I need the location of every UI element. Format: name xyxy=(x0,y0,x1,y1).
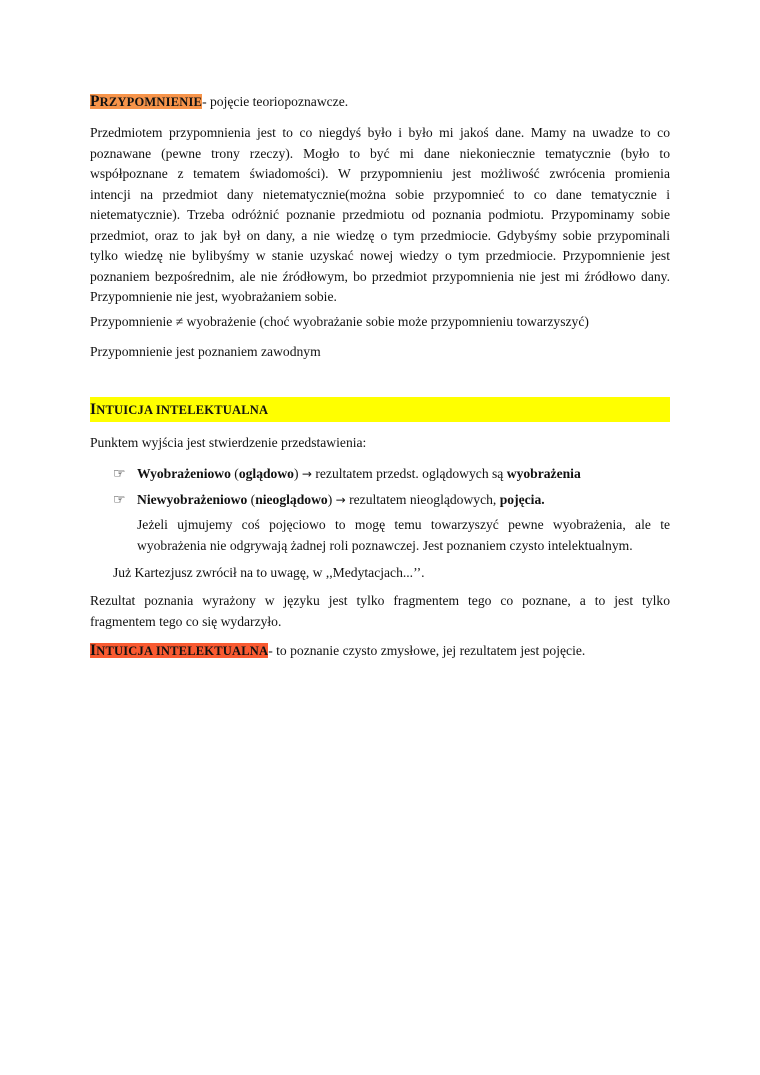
intuicja-intro: Punktem wyjścia jest stwierdzenie przedstawienia: xyxy=(90,435,367,450)
list-item-wyobrazeniowo: Wyobrażeniowo (oglądowo) → rezultatem przedst. oglądowych są wyobrażenia xyxy=(137,466,581,481)
paragraph-line: fragmentem tego co się wydarzyło. xyxy=(90,613,282,629)
intuicja-definition: INTUICJA INTELEKTUALNA- to poznanie czysto zmysłowe, jej rezultatem jest pojęcie. xyxy=(90,642,586,659)
niewyobrazeniowo-detail xyxy=(137,515,670,556)
section-przypomnienie-title: PRZYPOMNIENIE- pojęcie teoriopoznawcze. xyxy=(90,93,349,110)
detail-line: Jeżeli ujmujemy coś pojęciowo to mogę temu towarzyszyć pewne wyobrażenia, ale te xyxy=(137,517,670,532)
rezultat-paragraph xyxy=(90,591,670,632)
paragraph-line: Rezultat poznania wyrażony w języku jest tylko fragmentem tego co poznane, a to jest tylko xyxy=(90,593,670,608)
przypomnienie-heading: PRZYPOMNIENIE xyxy=(90,93,203,110)
intuicja-red-heading: INTUICJA INTELEKTUALNA xyxy=(90,642,269,659)
przypomnienie-note-1: Przypomnienie ≠ wyobrażenie (choć wyobrażanie sobie może przypomnieniu towarzyszyć) xyxy=(90,314,589,329)
przypomnienie-paragraph xyxy=(90,123,670,308)
paragraph-line: nietematycznie). Trzeba odróżnić poznanie przedmiotu od poznania podmiotu. Przypominamy sobie xyxy=(90,207,670,222)
przypomnienie-note-2: Przypomnienie jest poznaniem zawodnym xyxy=(90,344,321,359)
paragraph-line: intencji na przedmiot dany nietematycznie(można sobie przypomnieć to co dane tematycznie i xyxy=(90,186,670,202)
paragraph-line: przedmiot, oraz to jak był on dany, a nie wiedzę o tym przedmiocie. Gdybyśmy sobie przypominali xyxy=(90,227,670,243)
arrow-right-icon: → xyxy=(335,493,346,507)
detail-line: wyobrażenia nie odgrywają żadnej roli poznawczej. Jest poznaniem czysto intelektualnym. xyxy=(137,537,633,553)
intuicja-heading: INTUICJA INTELEKTUALNA xyxy=(90,401,269,418)
paragraph-line: poznaniem bezpośrednim, ale nie źródłowym, bo przedmiot przypomnienia nie jest mi źródłowo dany. xyxy=(90,268,670,284)
paragraph-line: Przypomnienie nie jest, wyobrażaniem sobie. xyxy=(90,289,337,304)
list-item-niewyobrazeniowo: Niewyobrażeniowo (nieoglądowo) → rezultatem nieoglądowych, pojęcia. xyxy=(137,492,545,507)
paragraph-line: Przedmiotem przypomnienia jest to co niegdyś było i było mi jakoś dane. Mamy na uwadze to co xyxy=(90,125,670,140)
paragraph-line: poznawane (pewne trony rzeczy). Mogło to być mi dane niekoniecznie tematycznie (było to xyxy=(90,145,670,161)
paragraph-line: współpoznane z tematem świadomości). W przypomnieniu jest możliwość zwrócenia promienia xyxy=(90,166,670,181)
kartezjusz-note: Już Kartezjusz zwrócił na to uwagę, w ,,Medytacjach...’’. xyxy=(113,565,425,580)
pointing-finger-icon: ☞ xyxy=(113,492,126,508)
arrow-right-icon: → xyxy=(301,467,312,481)
paragraph-line: tylko wiedzę nie bylibyśmy w stanie uzyskać nowej wiedzy o tym przedmiocie. Przypomnienie jest xyxy=(90,248,670,263)
pointing-finger-icon: ☞ xyxy=(113,466,126,482)
